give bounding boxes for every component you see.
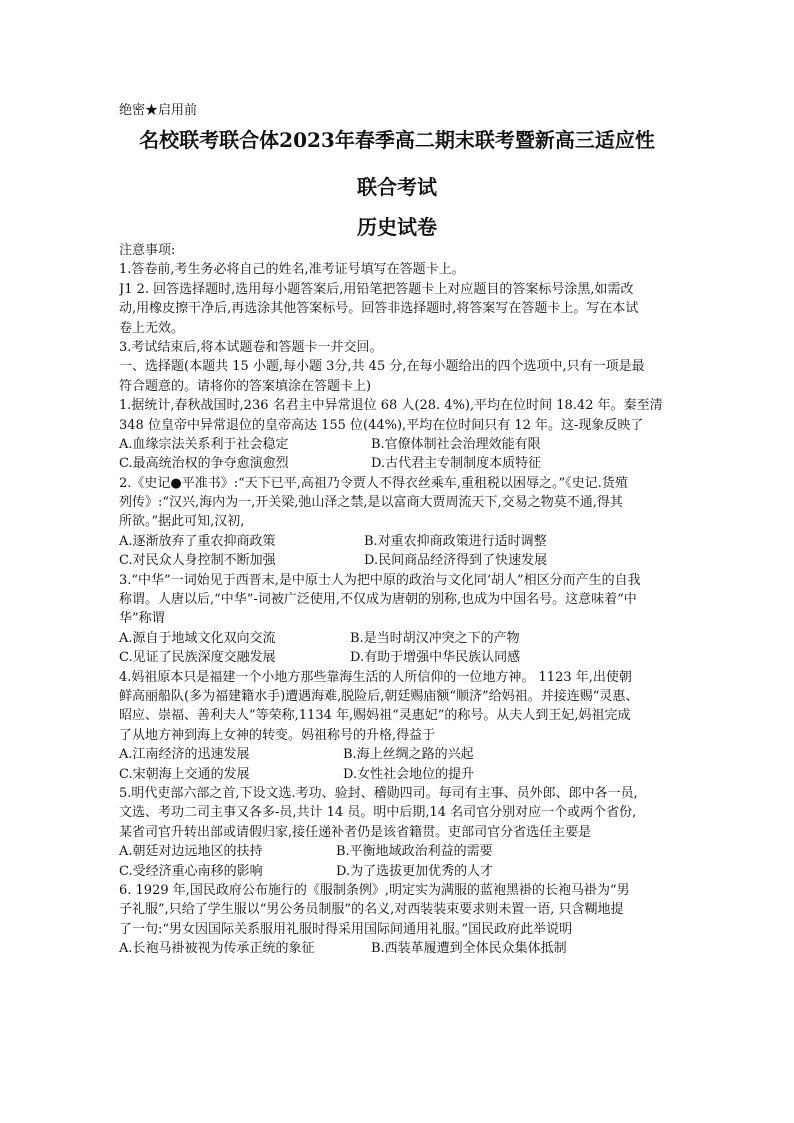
options-row [119,435,679,454]
question-stem: 1.据统计,春秋战国时,236 名君主中异常退位 68 人(28. 4%),平均在位时间 18.42 年。秦至清 [119,398,663,414]
question-stem: 4.妈祖原本只是福建一个小地方那些靠海生活的人所信仰的一位地方神。 1123 年,出使朝 [119,669,632,685]
options-row [119,532,679,551]
question-5 [119,784,679,881]
option-c: C.受经济重心南移的影响 [119,863,263,879]
option-a: A.源自于地域文化双向交流 [119,630,276,646]
instruction-line: 卷上无效。 [119,320,185,336]
options-row [119,745,679,764]
option-c: C.对民众人身控制不断加强 [119,553,276,569]
option-c: C.最高统治权的争夺愈演愈烈 [119,456,289,472]
exam-title-line2: 联合考试 [357,175,437,199]
options-row [119,939,679,958]
options-row [119,551,679,570]
instruction-line: J1 2. 回答选择题时,选用每小题答案后,用铅笔把答题卡上对应题目的答案标号涂黑,如需改 [119,281,634,297]
confidential-label: 绝密★启用前 [119,103,198,118]
question-3 [119,571,679,668]
options-row [119,862,679,881]
question-stem: 昭应、崇福、善利夫人”等荣称,1134 年,赐妈祖“灵惠妃”的称号。从夫人到王妃,妈祖完成 [119,708,631,724]
option-b: B.西装革履遭到全体民众集体抵制 [371,941,567,957]
section-heading: 一、选择题(本题共 15 小题,每小题 3分,共 45 分,在每小题给出的四个选项中,只有一项是最 [119,359,645,375]
question-4 [119,668,679,784]
options-row [119,648,679,667]
section-heading: 符合题意的。请将你的答案填涂在答题卡上) [119,378,372,394]
question-stem: 华”称谓 [119,611,165,627]
question-stem: 列传》:“汉兴,海内为一,开关梁,弛山泽之禁,是以富商大贾周流天下,交易之物莫不通,得其 [119,495,623,511]
question-stem: 文选、考功二司主事又各多-员,共计 14 员。明中后期,14 名司官分别对应一个或两个省份, [119,805,637,821]
instructions-heading: 注意事项: [119,243,176,258]
instructions-section [119,241,679,396]
option-b: B.官僚体制社会治理效能有限 [371,436,541,452]
option-b: B.对重农抑商政策进行适时调整 [364,533,547,549]
option-a: A.长袍马褂被视为传承正统的象征 [119,941,315,957]
exam-content [119,241,679,958]
options-row [119,454,679,473]
option-b: B.是当时胡汉冲突之下的产物 [350,630,520,646]
question-stem: 5.明代吏部六部之首,下设文选.考功、验封、稽勋四司。每司有主事、员外郎、郎中各一员, [119,785,638,801]
question-stem: 某省司官升转出部或请假归家,接任递补者仍是该省籍贯。吏部司官分省选任主要是 [119,824,592,840]
question-stem: 鲜高丽船队(多为福建籍水手)遭遇海难,脱险后,朝廷赐庙额“顺济”给妈祖。并接连赐“灵惠、 [119,688,639,704]
options-row [119,842,679,861]
option-a: A.朝廷对边远地区的扶持 [119,844,263,860]
option-a: A.血缘宗法关系利于社会稳定 [119,436,289,452]
question-6 [119,881,679,959]
question-stem: 348 位皇帝中异常退位的皇帝高达 155 位(44%),平均在位时间只有 12 年。这-现象反映了 [119,417,644,433]
option-d: D.女性社会地位的提升 [343,766,475,782]
option-a: A.逐渐放弃了重农抑商政策 [119,533,276,549]
question-stem: 了一句:“男女因国际关系服用礼服时得采用国际间通用礼服。”国民政府此举说明 [119,921,573,937]
option-d: D.为了选拔更加优秀的人才 [336,863,494,879]
question-2 [119,474,679,571]
option-a: A.江南经济的迅速发展 [119,747,250,763]
question-stem: 3.“中华”一词始见于西晋末,是中原士人为把中原的政治与文化同‘胡人”相区分而产生的自我 [119,572,641,588]
question-stem: 所欲。”据此可知,汉初, [119,514,245,530]
options-row [119,765,679,784]
question-stem: 6. 1929 年,国民政府公布施行的《服制条例》,明定实为满服的蓝袍黑褂的长袍马褂为“男 [119,882,630,898]
option-b: B.海上丝绸之路的兴起 [343,747,474,763]
question-stem: 了从地方神到海上女神的转变。妈祖称号的升格,得益于 [119,727,436,743]
option-d: D.有助于增强中华民族认同感 [350,650,521,666]
question-stem: 称谓。人唐以后,“中华”-词被广泛使用,不仅成为唐朝的别称,也成为中国名号。这意味着“中 [119,592,637,608]
exam-title-line1: 名校联考联合体2023年春季高二期末联考暨新高三适应性 [139,128,655,152]
instruction-line: 动,用橡皮擦干净后,再选涂其他答案标号。回答非选择题时,将答案写在答题卡上。写在本试 [119,301,639,317]
question-stem: 2.《史记●平准书》:“天下已平,高祖乃令贾人不得衣丝乘车,重租税以困辱之。”《史记.货殖 [119,475,628,491]
option-c: C.见证了民族深度交融发展 [119,650,276,666]
option-d: D.民间商品经济得到了快速发展 [364,553,548,569]
instruction-line: 1.答卷前,考生务必将自己的姓名,准考证号填写在答题卡上。 [119,262,465,278]
option-b: B.平衡地域政治利益的需要 [336,844,493,860]
question-1 [119,396,679,474]
options-row [119,629,679,648]
option-d: D.古代君主专制制度本质特征 [371,456,542,472]
option-c: C.宋朝海上交通的发展 [119,766,250,782]
exam-subject-title: 历史试卷 [357,215,437,239]
question-stem: 子礼服”,只给了学生服以“男公务员制服”的名义,对西装装束要求则未置一语, 只含糊地提 [119,902,624,918]
instruction-line: 3.考试结束后,将本试题卷和答题卡一并交回。 [119,339,383,355]
